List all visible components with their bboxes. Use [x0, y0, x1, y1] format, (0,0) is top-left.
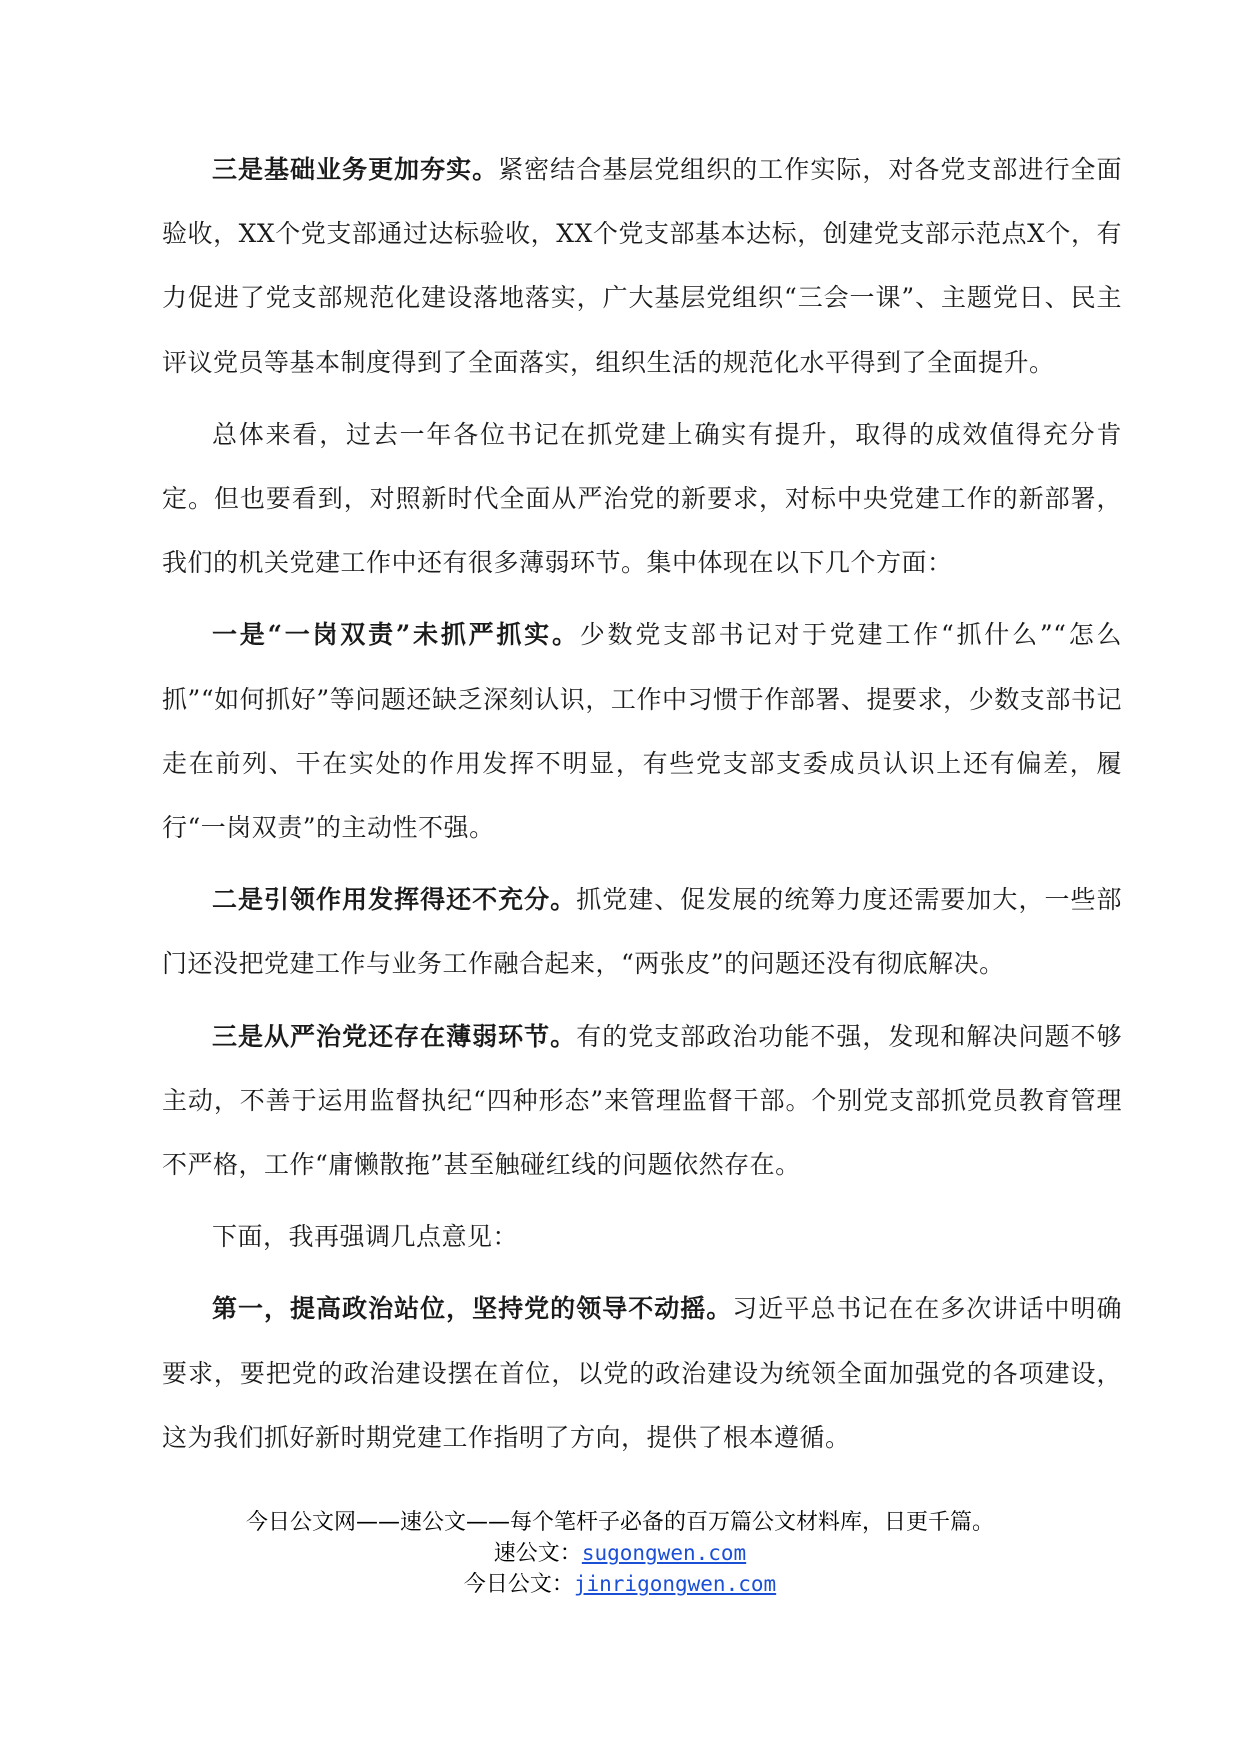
- paragraph-issue-two: [162, 868, 1122, 996]
- footer-tagline: 今日公文网——速公文——每个笔杆子必备的百万篇公文材料库，日更千篇。: [245, 1510, 994, 1535]
- paragraph-lead: 第一，提高政治站位，坚持党的领导不动摇。: [212, 1294, 733, 1324]
- paragraph-text: 紧密结合基层党组织的工作实际，对各党支部进行全面验收，XX个党支部通过达标验收，XX个党支部基本达标，创建党支部示范点X个，有力促进了党支部规范化建设落地落实，广大基层党组织“三会一课”、主题党日、民主评议党员等基本制度得到了全面落实，组织生活的规范化水平得到了全面提升。: [162, 155, 1122, 377]
- footer-site2-link[interactable]: jinrigongwen.com: [573, 1572, 777, 1596]
- paragraph-overview: [162, 403, 1122, 596]
- footer-site2-label: 今日公文：: [463, 1572, 574, 1597]
- paragraph-issue-one: [162, 603, 1122, 860]
- footer-site1-label: 速公文：: [493, 1541, 582, 1566]
- paragraph-text: 有的党支部政治功能不强，发现和解决问题不够主动，不善于运用监督执纪“四种形态”来管理监督干部。个别党支部抓党员教育管理不严格，工作“庸懒散拖”甚至触碰红线的问题依然存在。: [162, 1021, 1122, 1180]
- paragraph-lead: 三是基础业务更加夯实。: [212, 155, 499, 184]
- paragraph-point-one: [162, 1277, 1122, 1470]
- paragraph-lead: 一是“一岗双责”未抓严抓实。: [212, 620, 580, 650]
- footer-site1: [0, 1538, 1240, 1569]
- footer-site1-link[interactable]: sugongwen.com: [581, 1541, 747, 1565]
- paragraph-lead: 二是引领作用发挥得还不充分。: [212, 885, 577, 915]
- paragraph-transition: [162, 1205, 1122, 1269]
- document-body: [162, 138, 1122, 1478]
- paragraph-basic-work: [162, 138, 1122, 395]
- paragraph-lead: 三是从严治党还存在薄弱环节。: [212, 1021, 577, 1051]
- paragraph-text: 少数党支部书记对于党建工作“抓什么”“怎么抓”“如何抓好”等问题还缺乏深刻认识，工作中习惯于作部署、提要求，少数支部书记走在前列、干在实处的作用发挥不明显，有些党支部支委成员认识上还有偏差，履行“一岗双责”的主动性不强。: [162, 620, 1122, 843]
- paragraph-text: 总体来看，过去一年各位书记在抓党建上确实有提升，取得的成效值得充分肯定。但也要看到，对照新时代全面从严治党的新要求，对标中央党建工作的新部署，我们的机关党建工作中还有很多薄弱环节。集中体现在以下几个方面：: [162, 419, 1122, 578]
- footer-site2: [0, 1569, 1240, 1600]
- paragraph-text: 下面，我再强调几点意见：: [212, 1222, 519, 1252]
- page-footer: [0, 1508, 1240, 1600]
- paragraph-text: 抓党建、促发展的统筹力度还需要加大，一些部门还没把党建工作与业务工作融合起来，“两张皮”的问题还没有彻底解决。: [162, 885, 1122, 979]
- paragraph-issue-three: [162, 1005, 1122, 1198]
- paragraph-text: 习近平总书记在在多次讲话中明确要求，要把党的政治建设摆在首位，以党的政治建设为统领全面加强党的各项建设，这为我们抓好新时期党建工作指明了方向，提供了根本遵循。: [162, 1294, 1122, 1452]
